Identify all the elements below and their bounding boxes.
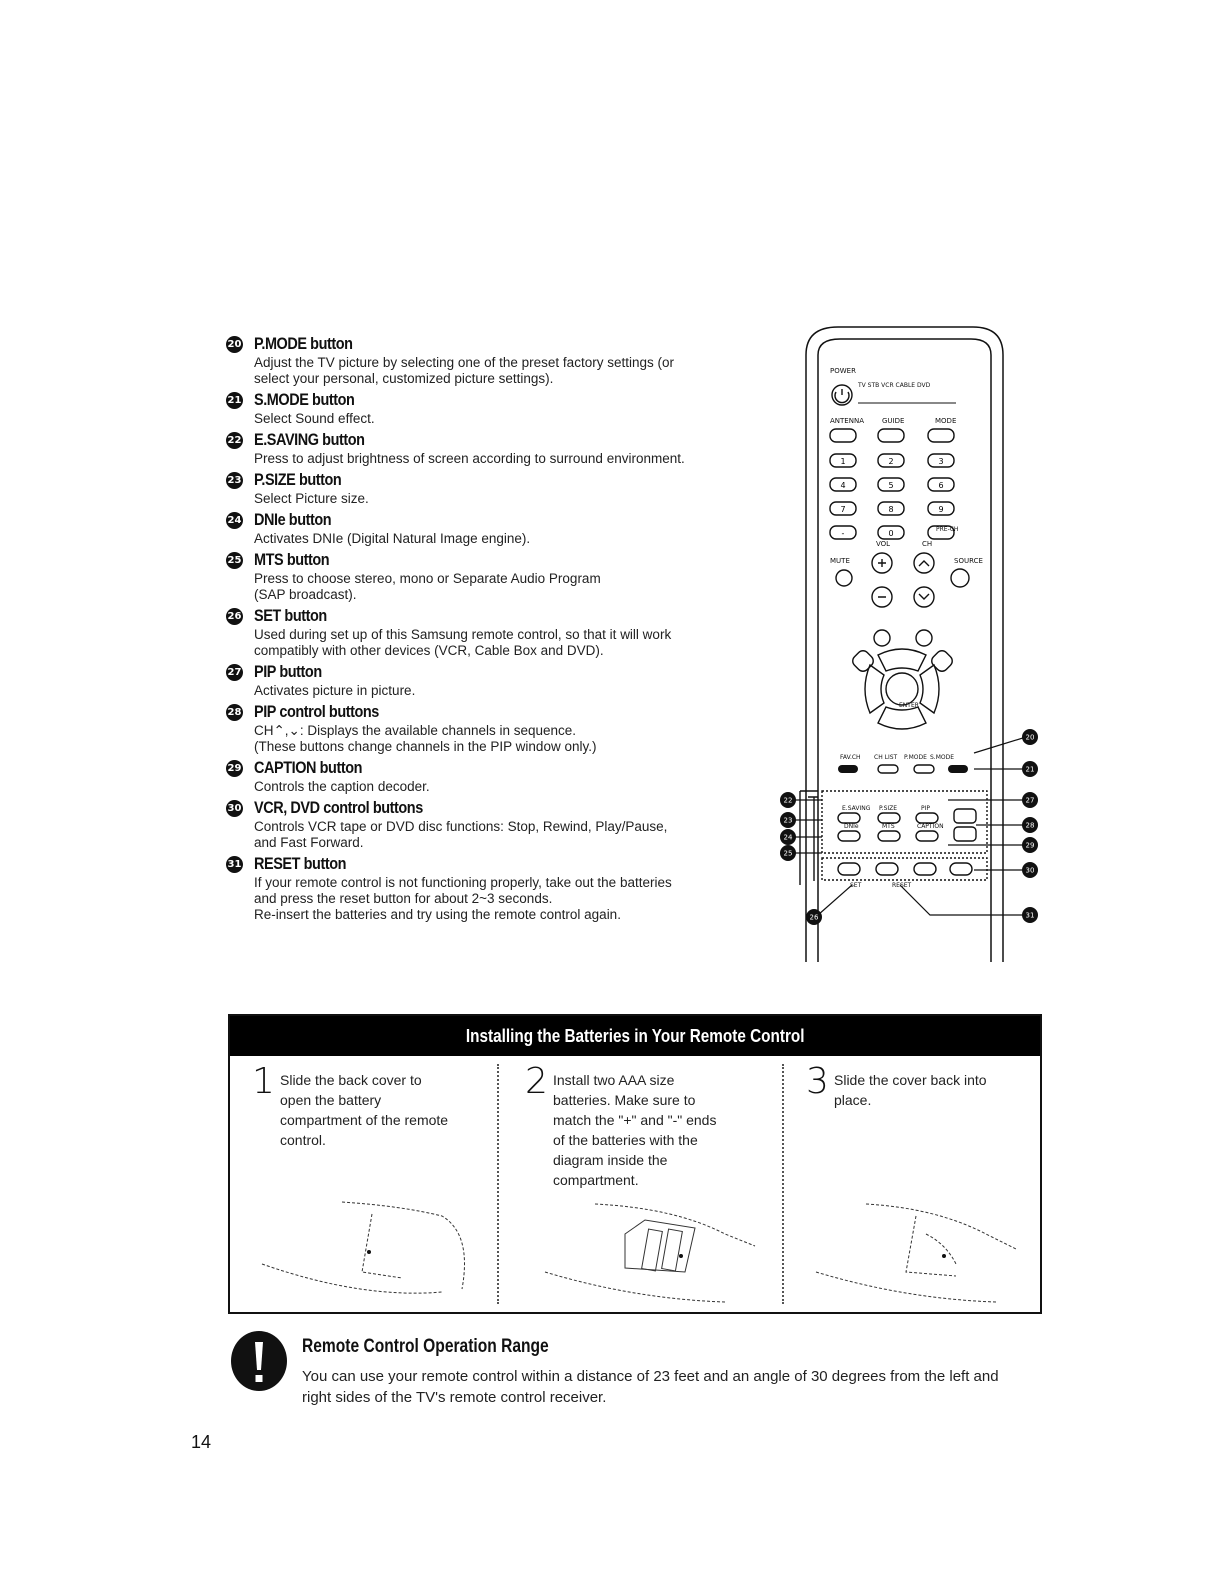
dnie-label: DNIe — [844, 823, 859, 830]
callout-number: 29 — [1025, 841, 1035, 850]
ch-down-button[interactable] — [914, 587, 934, 607]
power-label: POWER — [830, 367, 856, 375]
step-divider — [782, 1064, 784, 1304]
item-title: E.SAVING button — [254, 430, 365, 449]
guide-label: GUIDE — [882, 417, 905, 425]
item-description: Press to adjust brightness of screen according to surround environment. — [254, 451, 685, 466]
mode-label: MODE — [935, 417, 957, 425]
menu-round-button[interactable] — [874, 630, 890, 646]
battery-step-1-illustration — [252, 1194, 492, 1312]
antenna-label: ANTENNA — [830, 417, 864, 425]
item-title: P.MODE button — [254, 334, 353, 353]
item-title: CAPTION button — [254, 758, 363, 777]
callout-number: 21 — [1025, 765, 1035, 774]
battery-step-3-illustration — [806, 1194, 1036, 1312]
callout-number: 21 — [226, 392, 243, 409]
mute-button[interactable] — [836, 570, 852, 586]
callout-number: 25 — [226, 552, 243, 569]
info-round-button[interactable] — [916, 630, 932, 646]
number-key-label: 8 — [888, 505, 894, 514]
step-divider — [497, 1064, 499, 1304]
item-description: Used during set up of this Samsung remote control, so that it will work compatibly with other devices (VCR, Cable Box and DVD). — [254, 627, 672, 658]
enter-button[interactable] — [886, 673, 918, 705]
mts-button[interactable] — [878, 831, 900, 841]
set-label: SET — [850, 882, 862, 889]
item-description: If your remote control is not functioning properly, take out the batteries and press the reset button for about 2~3 seconds. Re-insert the batteries and try using the remote control again. — [254, 875, 672, 922]
callout-number: 28 — [1025, 821, 1035, 830]
pmode-label: P.MODE — [904, 754, 927, 761]
callout-number: 30 — [226, 800, 243, 817]
source-label: SOURCE — [954, 557, 983, 565]
item-description: Controls VCR tape or DVD disc functions: Stop, Rewind, Play/Pause, and Fast Forward. — [254, 819, 668, 850]
fav-ch-label: FAV.CH — [840, 754, 861, 761]
page-number: 14 — [191, 1432, 212, 1452]
item-description: CH⌃,⌄: Displays the available channels in sequence. (These buttons change channels in the PIP window only.) — [254, 723, 597, 754]
antenna-button[interactable] — [830, 429, 856, 442]
play-pause-button[interactable] — [914, 863, 936, 875]
item-title: DNIe button — [254, 510, 332, 529]
callout-number: 27 — [226, 664, 243, 681]
number-key-label: 9 — [938, 505, 944, 514]
button-description-item — [226, 605, 766, 659]
callout-number: 25 — [783, 849, 793, 858]
callout-number: 22 — [226, 432, 243, 449]
number-key-label: 1 — [840, 457, 846, 466]
item-title: PIP control buttons — [254, 702, 379, 721]
number-key-label: 3 — [938, 457, 944, 466]
battery-title: Installing the Batteries in Your Remote Control — [465, 1026, 805, 1046]
callout-number: 27 — [1025, 796, 1035, 805]
nav-left-button[interactable] — [865, 665, 884, 713]
battery-step-1 — [252, 1058, 492, 1312]
callout-number: 28 — [226, 704, 243, 721]
rewind-button[interactable] — [838, 863, 860, 875]
reset-label: RESET — [892, 882, 912, 889]
fast-forward-button[interactable] — [950, 863, 972, 875]
item-title: SET button — [254, 606, 327, 625]
mts-label: MTS — [882, 823, 895, 830]
item-title: PIP button — [254, 662, 322, 681]
prech-label: PRE-CH — [936, 526, 959, 533]
callout-number: 23 — [226, 472, 243, 489]
button-description-item — [226, 797, 766, 851]
pmode-button[interactable] — [914, 765, 934, 773]
source-button[interactable] — [951, 569, 969, 587]
stop-button[interactable] — [876, 863, 898, 875]
button-descriptions — [226, 333, 766, 925]
button-description-item — [226, 333, 766, 387]
callout-number: 31 — [1025, 911, 1035, 920]
button-description-item — [226, 757, 766, 795]
item-title: P.SIZE button — [254, 470, 342, 489]
ch-up-button[interactable] — [914, 553, 934, 573]
menu-button[interactable] — [850, 648, 875, 673]
pip-button[interactable] — [916, 813, 938, 823]
number-key-label: 5 — [888, 481, 894, 490]
note-title: Remote Control Operation Range — [302, 1336, 549, 1357]
warning-icon — [230, 1330, 288, 1392]
exit-button[interactable] — [929, 648, 954, 673]
number-key-label: 7 — [840, 505, 846, 514]
button-description-item — [226, 661, 766, 699]
button-description-item — [226, 549, 766, 603]
caption-label: CAPTION — [917, 823, 944, 830]
item-description: Activates picture in picture. — [254, 683, 416, 698]
psize-button[interactable] — [878, 813, 900, 823]
esaving-label: E.SAVING — [842, 805, 871, 812]
battery-header — [230, 1016, 1040, 1056]
item-title: RESET button — [254, 854, 347, 873]
pip-label: PIP — [921, 805, 931, 812]
callout-number: 29 — [226, 760, 243, 777]
nav-up-button[interactable] — [878, 649, 926, 671]
item-title: MTS button — [254, 550, 330, 569]
caption-button[interactable] — [916, 831, 938, 841]
step-text: Slide the back cover to open the battery compartment of the remote control. — [280, 1072, 449, 1148]
note-text: You can use your remote control within a distance of 23 feet and an angle of 30 degrees from the left and right sides of the TV's remote control receiver. — [302, 1368, 999, 1406]
esaving-button[interactable] — [838, 813, 860, 823]
nav-right-button[interactable] — [920, 665, 939, 713]
battery-step-2-illustration — [525, 1194, 775, 1312]
guide-button[interactable] — [878, 429, 904, 442]
number-key-label: 0 — [888, 529, 894, 538]
ch-list-label: CH LIST — [874, 754, 898, 761]
smode-label: S.MODE — [930, 754, 955, 761]
callout-number: 30 — [1025, 866, 1035, 875]
dnie-button[interactable] — [838, 831, 860, 841]
button-description-item — [226, 509, 766, 547]
item-description: Activates DNIe (Digital Natural Image engine). — [254, 531, 531, 546]
callout-number: 20 — [226, 336, 243, 353]
callout-number: 23 — [783, 816, 793, 825]
callout-number: 26 — [809, 913, 819, 922]
callout-number: 22 — [783, 796, 793, 805]
step-number: 1 — [252, 1061, 275, 1102]
number-key-label: 6 — [938, 481, 944, 490]
item-description: Adjust the TV picture by selecting one of the preset factory settings (or select your personal, customized picture settings). — [254, 355, 674, 386]
callout-number: 31 — [226, 856, 243, 873]
callout-number: 26 — [226, 608, 243, 625]
item-title: VCR, DVD control buttons — [254, 798, 423, 817]
button-description-item — [226, 853, 766, 923]
power-icon — [835, 389, 849, 403]
battery-step-2 — [525, 1058, 775, 1312]
button-description-item — [226, 429, 766, 467]
button-description-item — [226, 701, 766, 755]
ch-label: CH — [922, 540, 933, 548]
item-description: Press to choose stereo, mono or Separate Audio Program (SAP broadcast). — [254, 571, 601, 602]
pip-ch-down-button[interactable] — [954, 827, 976, 841]
fav-ch-button[interactable] — [838, 765, 858, 773]
number-key-label: - — [841, 529, 845, 538]
callout-number: 24 — [226, 512, 243, 529]
item-description: Select Picture size. — [254, 491, 369, 506]
callout-number: 24 — [783, 833, 793, 842]
button-description-item — [226, 389, 766, 427]
number-key-label: 4 — [840, 481, 846, 490]
battery-step-3 — [806, 1058, 1036, 1312]
psize-label: P.SIZE — [879, 805, 898, 812]
item-title: S.MODE button — [254, 390, 355, 409]
smode-button[interactable] — [948, 765, 968, 773]
item-description: Select Sound effect. — [254, 411, 375, 426]
step-text: Slide the cover back into place. — [834, 1072, 987, 1108]
step-number: 3 — [806, 1061, 829, 1102]
step-text: Install two AAA size batteries. Make sure to match the "+" and "-" ends of the batteries with the diagram inside the compartment. — [553, 1072, 717, 1188]
pip-ch-up-button[interactable] — [954, 809, 976, 823]
callout-number: 20 — [1025, 733, 1035, 742]
button-description-item — [226, 469, 766, 507]
remote-control-illustration — [778, 325, 1048, 965]
battery-installation-section — [228, 1014, 1042, 1314]
mode-row-label: TV STB VCR CABLE DVD — [858, 382, 931, 389]
ch-list-button[interactable] — [878, 765, 898, 773]
nav-down-button[interactable] — [878, 707, 926, 729]
enter-label: ENTER — [899, 702, 919, 709]
vol-label: VOL — [876, 540, 891, 548]
item-description: Controls the caption decoder. — [254, 779, 430, 794]
mode-button[interactable] — [928, 429, 954, 442]
mute-label: MUTE — [830, 557, 850, 565]
step-number: 2 — [525, 1061, 548, 1102]
number-key-label: 2 — [888, 457, 894, 466]
